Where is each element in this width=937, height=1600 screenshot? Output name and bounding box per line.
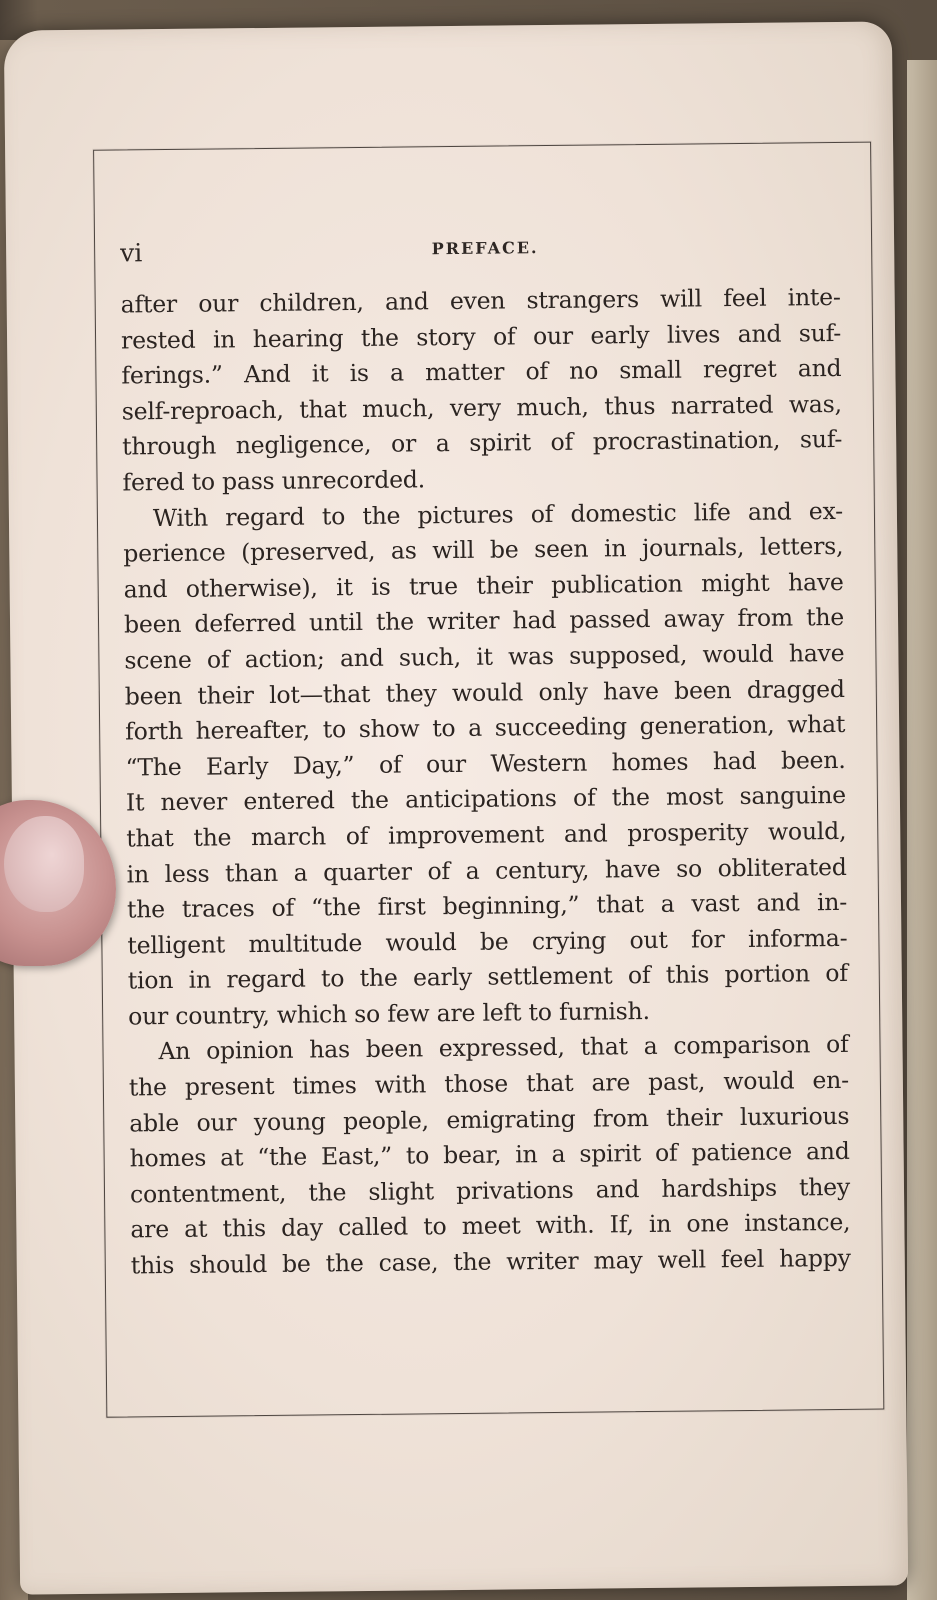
text-line: able our young people, emigrating from their luxurious	[129, 1101, 850, 1138]
text-line: ferings.” And it is a matter of no small regret and	[121, 354, 842, 390]
text-line: through negligence, or a spirit of procrastination, suf-	[122, 425, 843, 461]
text-line: are at this day called to meet with. If, in one instance,	[130, 1208, 851, 1244]
text-line: scene of action; and such, it was supposed, would have	[124, 638, 845, 675]
text-line: the present times with those that are past, would en-	[128, 1065, 850, 1102]
running-head	[120, 231, 850, 279]
paragraph-1	[121, 280, 843, 501]
paragraph-3	[128, 1027, 851, 1284]
text-line: self-reproach, that much, very much, thus narrated was,	[121, 389, 842, 426]
text-line: rested in hearing the story of our early lives and suf-	[120, 318, 842, 355]
text-line: contentment, the slight privations and hardships they	[129, 1172, 851, 1209]
text-line: our country, which so few are left to furnish.	[128, 996, 650, 1031]
text-line: this should be the case, the writer may well feel happy	[130, 1243, 851, 1280]
paragraph-2	[123, 493, 849, 1034]
book-page	[4, 21, 908, 1594]
text-line: been their lot—that they would only have been dragged	[124, 674, 845, 710]
thumbnail	[4, 816, 84, 912]
text-line: in less than a quarter of a century, have so obliterated	[126, 852, 847, 888]
body-text	[121, 280, 851, 1284]
text-line: forth hereafter, to show to a succeeding generation, what	[125, 710, 846, 746]
text-line: “The Early Day,” of our Western homes had been.	[125, 745, 846, 782]
text-line: that the march of improvement and prosperity would,	[126, 816, 847, 853]
text-line: tion in regard to the early settlement of this portion of	[127, 959, 848, 995]
text-line: and otherwise), it is true their publication might have	[123, 567, 844, 604]
book-next-page-edge	[907, 60, 937, 1600]
text-line: An opinion has been expressed, that a comparison of	[158, 1030, 849, 1066]
page-number: vi	[120, 238, 143, 268]
text-line: perience (preserved, as will be seen in journals, letters,	[123, 532, 844, 568]
text-line: It never entered the anticipations of the most sanguine	[125, 781, 847, 817]
text-line: the traces of “the first beginning,” that a vast and in-	[126, 888, 848, 924]
chapter-title: PREFACE.	[431, 238, 539, 259]
text-line: homes at “the East,” to bear, in a spirit of patience and	[129, 1137, 850, 1173]
text-line: telligent multitude would be crying out for informa-	[127, 923, 848, 960]
text-line: been deferred until the writer had passed away from the	[123, 603, 845, 639]
text-line: With regard to the pictures of domestic life and ex-	[152, 496, 844, 532]
text-line: fered to pass unrecorded.	[122, 465, 426, 497]
text-line: after our children, and even strangers will feel inte-	[120, 282, 841, 319]
